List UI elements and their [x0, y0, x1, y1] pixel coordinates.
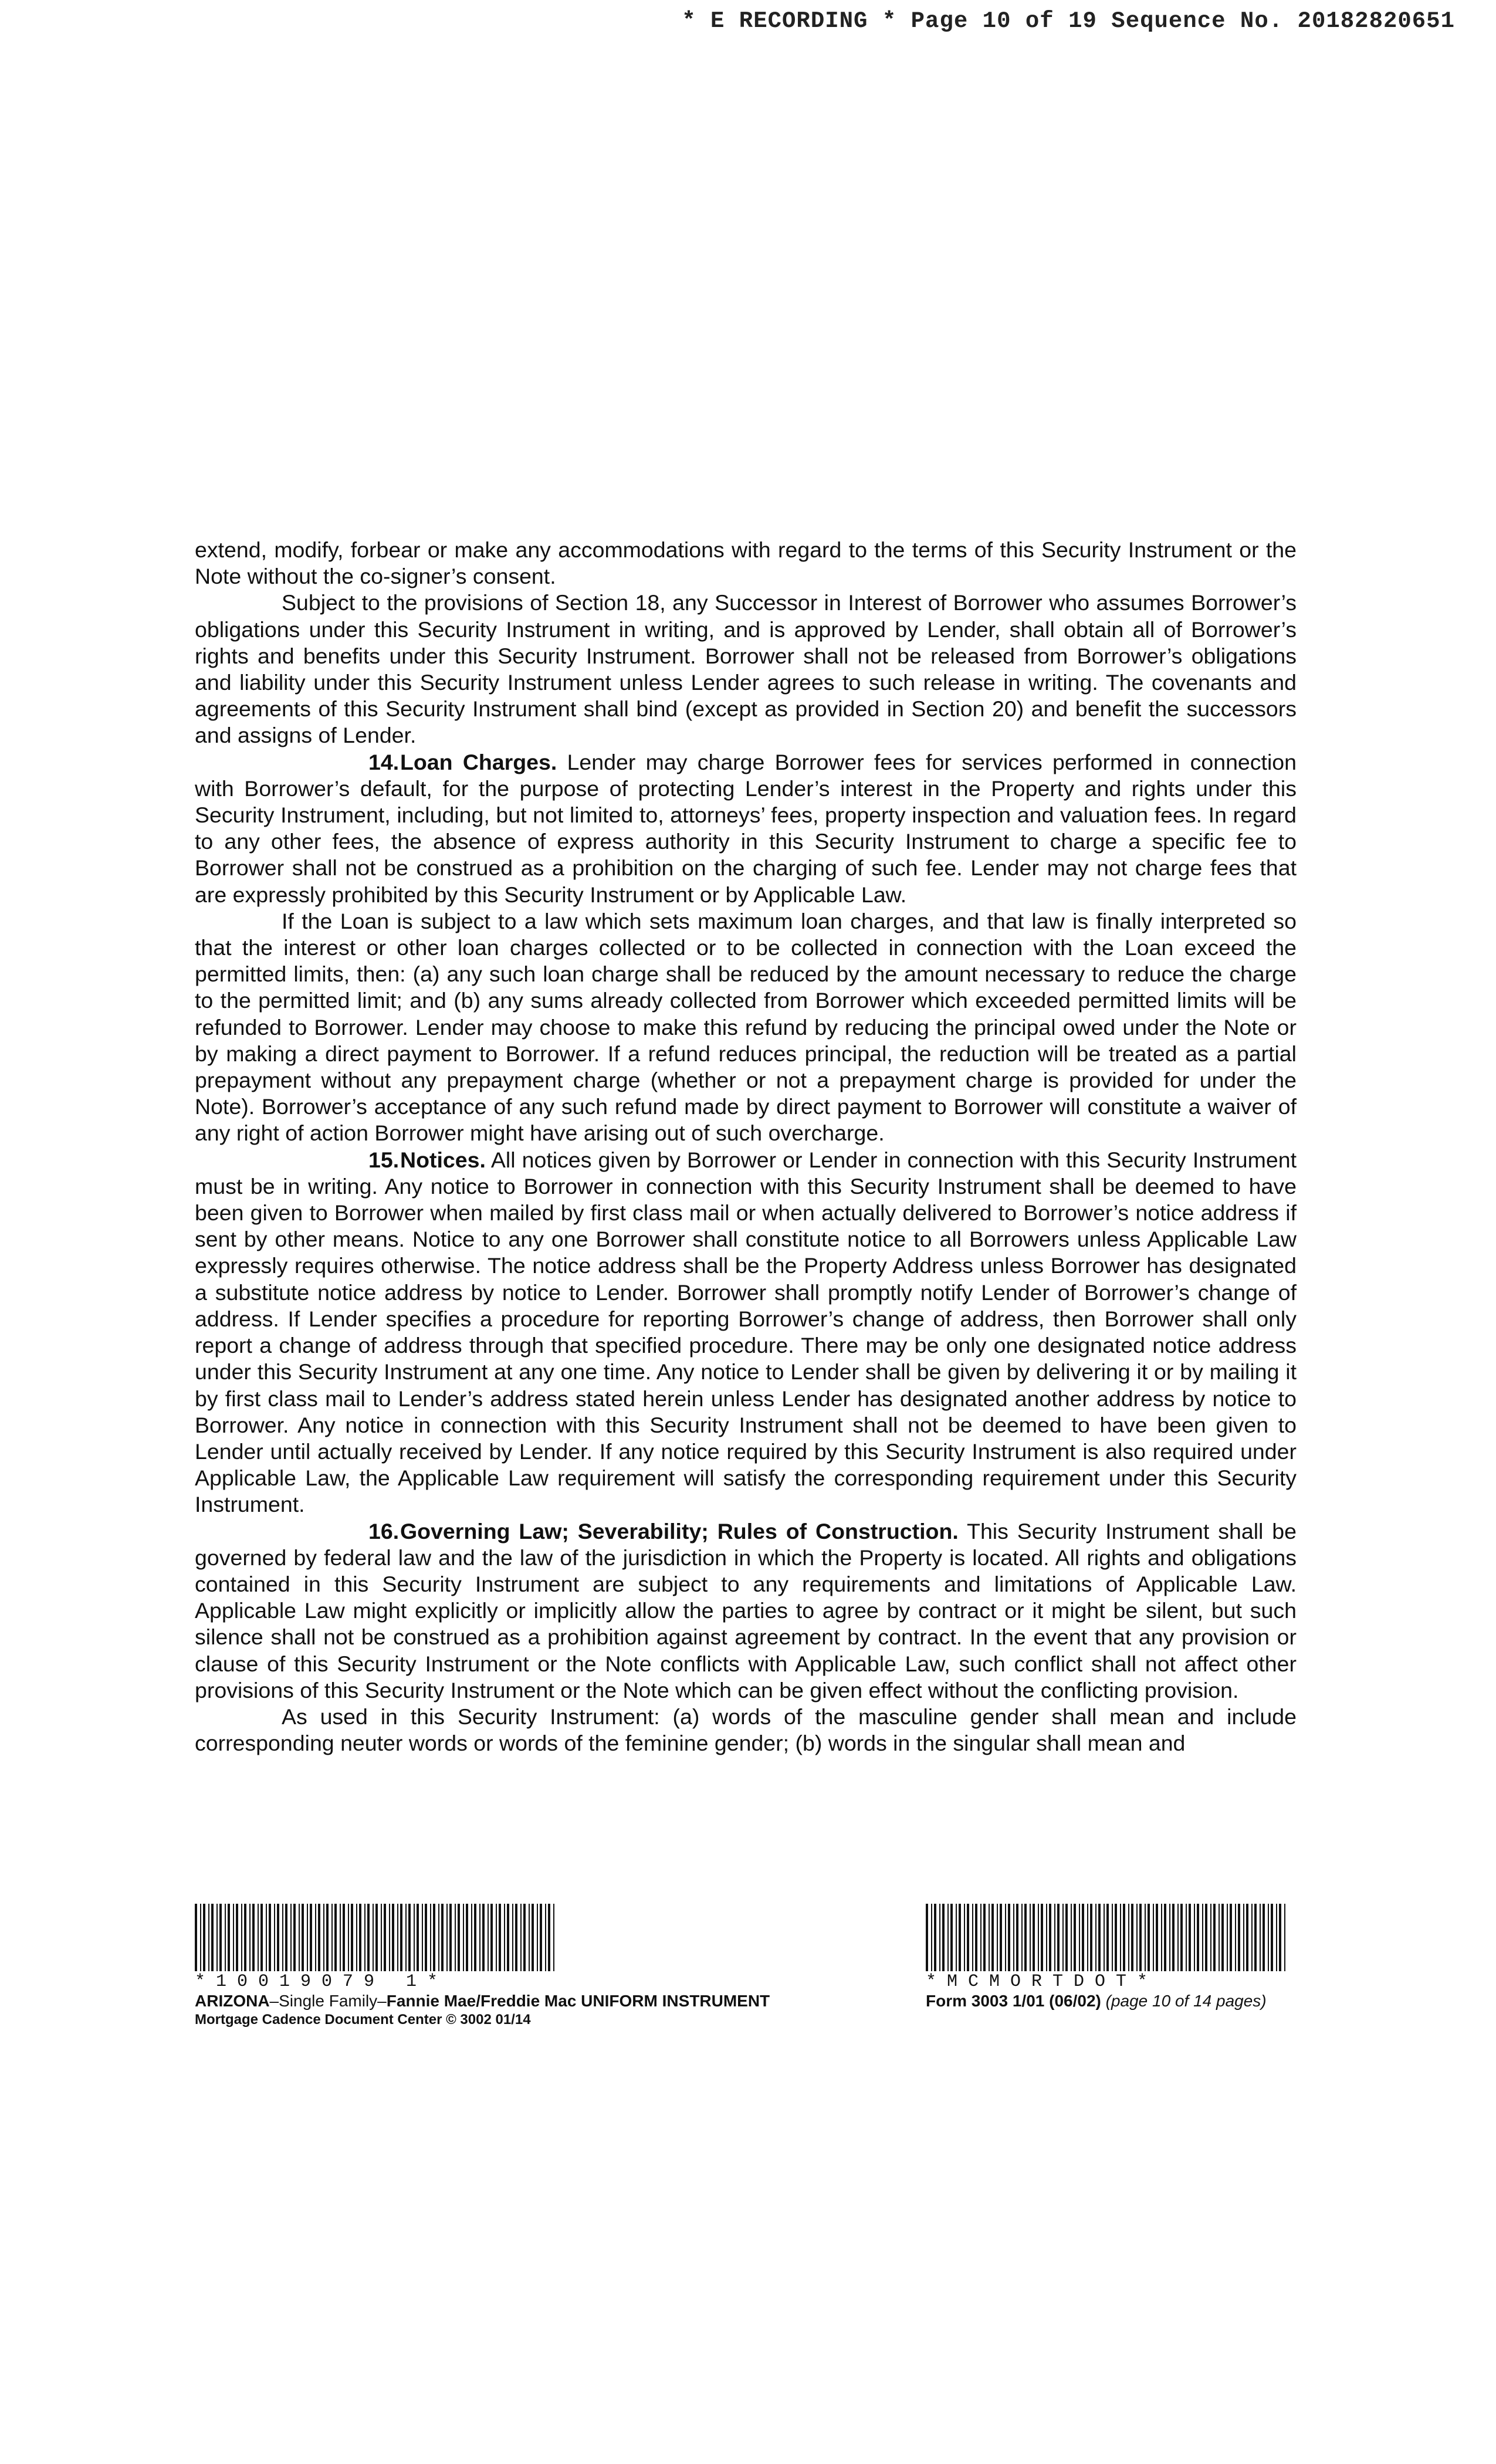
section-text: Lender may charge Borrower fees for services performed in connection with Borrower’s default, for the purpose of protecting Lender’s interest in the Property and rights under this Security Instrument, including, but not limited to, attorneys’ fees, property inspection and valuation fees. In regard to any other fees, the absence of express authority in this Security Instrument to charge a specific fee to Borrower shall not be construed as a prohibition on the charging of such fee. Lender may not charge fees that are expressly prohibited by this Security Instrument or by Applicable Law. [195, 749, 1297, 907]
paragraph-successor-interest: Subject to the provisions of Section 18, any Successor in Interest of Borrower who assumes Borrower’s obligations under this Security Instrument in writing, and is approved by Lender, shall obtain all of Borrower’s rights and benefits under this Security Instrument. Borrower shall not be released from Borrower’s obligations and liability under this Security Instrument unless Lender agrees to such release in writing. The covenants and agreements of this Security Instrument shall bind (except as provided in Section 20) and benefit the successors and assigns of Lender. [195, 590, 1297, 748]
document-center-line: Mortgage Cadence Document Center © 3002 01/14 [195, 2012, 531, 2028]
document-body [195, 537, 1297, 1756]
recording-header: * E RECORDING * Page 10 of 19 Sequence No. 20182820651 [682, 8, 1455, 34]
section-text: This Security Instrument shall be governed by federal law and the law of the jurisdiction in which the Property is located. All rights and obligations contained in this Security Instrument are subject to any requirements and limitations of Applicable Law. Applicable Law might explicitly or implicitly allow the parties to agree by contract or it might be silent, but such silence shall not be construed as a prohibition against agreement by contract. In the event that any provision or clause of this Security Instrument or the Note conflicts with Applicable Law, such conflict shall not affect other provisions of this Security Instrument or the Note which can be given effect without the conflicting provision. [195, 1518, 1297, 1703]
form-title: ARIZONA–Single Family–Fannie Mae/Freddie Mac UNIFORM INSTRUMENT [195, 1992, 770, 2010]
barcode-form-code [926, 1904, 1289, 1971]
section-14-loan-charges [195, 749, 1297, 908]
section-number: 14. [368, 749, 400, 774]
paragraph-max-loan-charges: If the Loan is subject to a law which sets maximum loan charges, and that law is finally interpreted so that the interest or other loan charges collected or to be collected in connection with the Loan exceed the permitted limits, then: (a) any such loan charge shall be reduced by the amount necessary to reduce the charge to the permitted limit; and (b) any sums already collected from Borrower which exceeded permitted limits will be refunded to Borrower. Lender may choose to make this refund by reducing the principal owed under the Note or by making a direct payment to Borrower. If a refund reduces principal, the reduction will be treated as a partial prepayment without any prepayment charge (whether or not a prepayment charge is provided for under the Note). Borrower’s acceptance of any such refund made by direct payment to Borrower will constitute a waiver of any right of action Borrower might have arising out of such overcharge. [195, 908, 1297, 1146]
section-number: 15. [368, 1147, 400, 1172]
section-title: Loan Charges. [400, 749, 557, 774]
section-title: Governing Law; Severability; Rules of Construction. [400, 1518, 959, 1544]
section-text: All notices given by Borrower or Lender in connection with this Security Instrument must be in writing. Any notice to Borrower in connection with this Security Instrument shall be deemed to have been given to Borrower when mailed by first class mail or when actually delivered to Borrower’s notice address if sent by other means. Notice to any one Borrower shall constitute notice to all Borrowers unless Applicable Law expressly requires otherwise. The notice address shall be the Property Address unless Borrower has designated a substitute notice address by notice to Lender. Borrower shall promptly notify Lender of Borrower’s change of address. If Lender specifies a procedure for reporting Borrower’s change of address, then Borrower shall only report a change of address through that specified procedure. There may be only one designated notice address under this Security Instrument at any one time. Any notice to Lender shall be given by delivering it or by mailing it by first class mail to Lender’s address stated herein unless Lender has designated another address by notice to Borrower. Any notice in connection with this Security Instrument shall not be deemed to have been given to Lender until actually received by Lender. If any notice required by this Security Instrument is also required under Applicable Law, the Applicable Law requirement will satisfy the corresponding requirement under this Security Instrument. [195, 1147, 1297, 1517]
barcode-text: *MCMORTDOT* [926, 1972, 1159, 1992]
section-title: Notices. [400, 1147, 486, 1172]
footer-left [195, 1904, 770, 2029]
barcode-text: *10019079 1* [195, 1972, 449, 1992]
paragraph-continuation: extend, modify, forbear or make any accommodations with regard to the terms of this Security Instrument or the Note without the co-signer’s consent. [195, 537, 1297, 589]
section-number: 16. [368, 1518, 400, 1544]
section-16-governing-law [195, 1518, 1297, 1704]
form-number-line: Form 3003 1/01 (06/02) (page 10 of 14 pages) [926, 1992, 1267, 2010]
section-15-notices [195, 1147, 1297, 1518]
barcode-loan-number [195, 1904, 559, 1971]
paragraph-construction-rules: As used in this Security Instrument: (a) words of the masculine gender shall mean and include corresponding neuter words or words of the feminine gender; (b) words in the singular shall mean and [195, 1704, 1297, 1756]
footer-right [926, 1904, 1313, 2011]
